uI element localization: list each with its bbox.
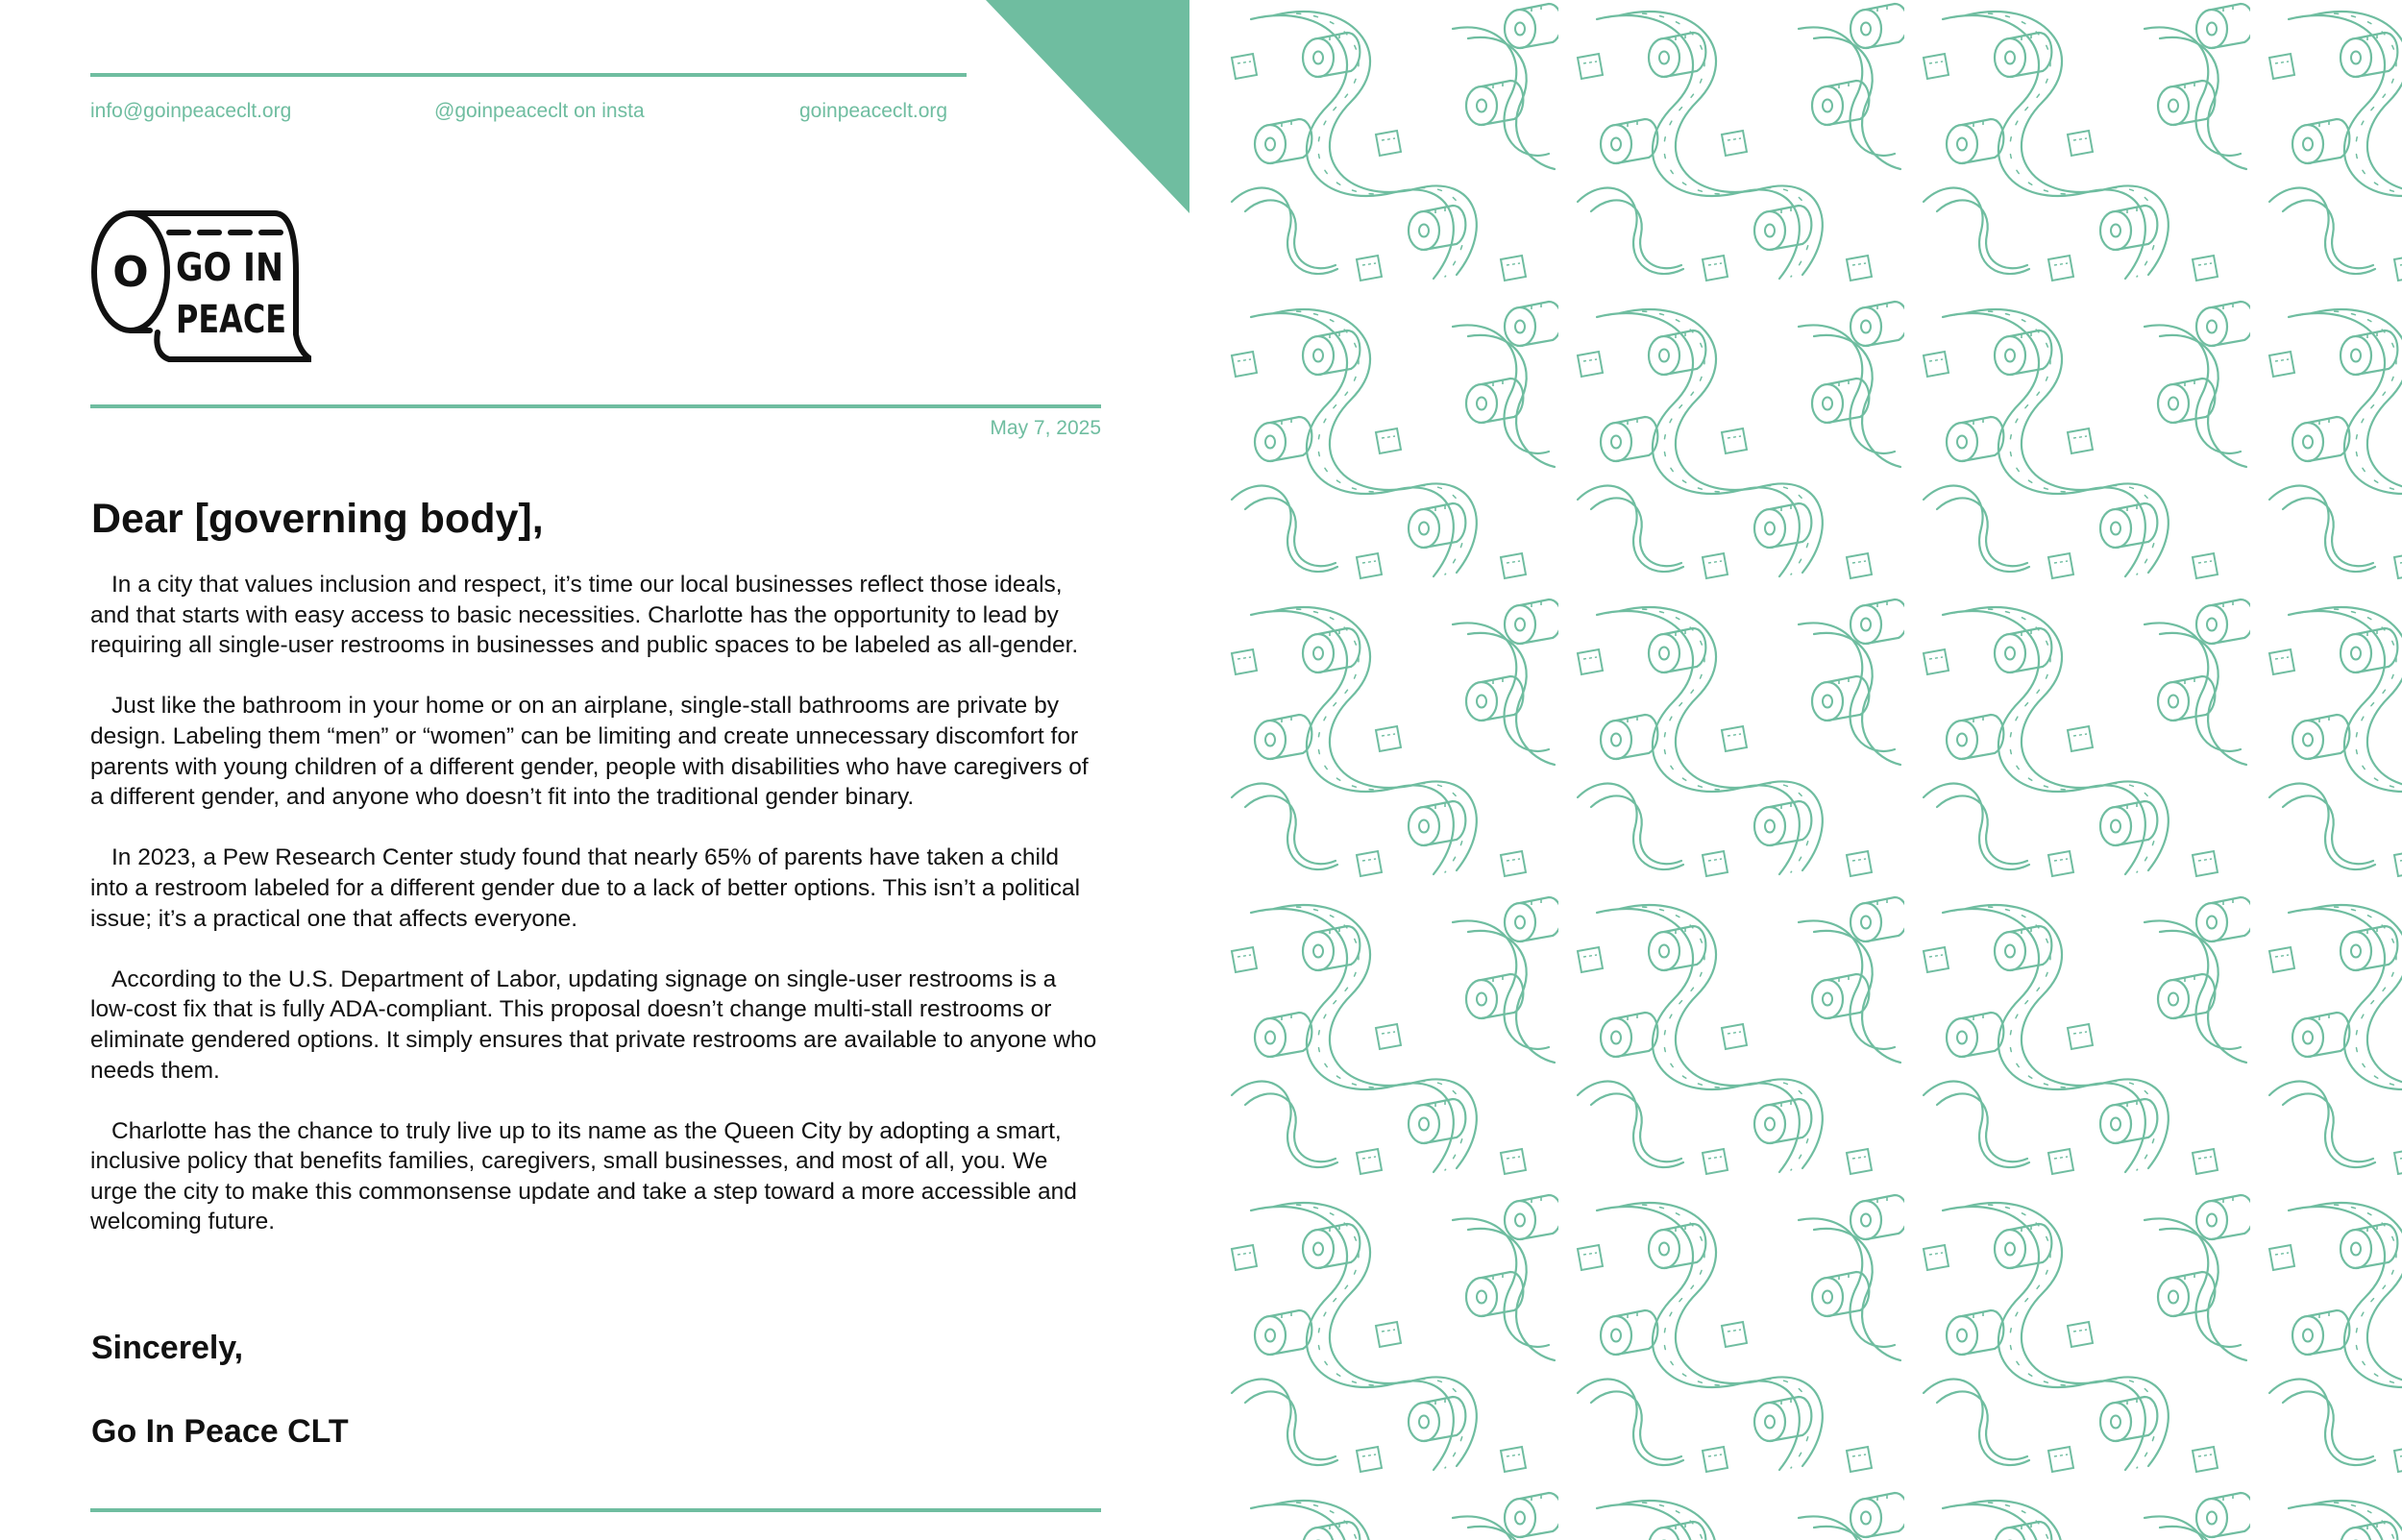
letter-paragraph-3: In 2023, a Pew Research Center study found that nearly 65% of parents have taken a child into a restroom labeled for a different gender due to a lack of better options. This isn’t a political issue; it’s a practical one that affects everyone.	[90, 844, 1081, 932]
header-instagram[interactable]: @goinpeaceclt on insta	[434, 100, 645, 122]
letter-paragraph-4: According to the U.S. Department of Labor, updating signage on single-user restrooms is a low-cost fix that is fully ADA-compliant. This proposal doesn’t change multi-stall restrooms or eliminate gendered options. It simply ensures that private restrooms are available to anyone who needs them.	[90, 966, 1097, 1084]
corner-triangle-icon	[986, 0, 1189, 213]
logo-circle-letter: O	[112, 248, 149, 297]
header-email[interactable]: info@goinpeaceclt.org	[90, 100, 292, 122]
toilet-paper-pattern	[1213, 0, 2402, 1540]
header-website[interactable]: goinpeaceclt.org	[799, 100, 948, 122]
logo-line-2: PEACE	[176, 298, 286, 342]
letter-signature: Go In Peace CLT	[91, 1413, 349, 1450]
letter-closing: Sincerely,	[91, 1330, 244, 1366]
footer-rule	[90, 1508, 1101, 1512]
letter-paragraph-5: Charlotte has the chance to truly live up to its name as the Queen City by adopting a smart, inclusive policy that benefits families, caregivers, small businesses, and most of all, you. We urge the city to make this commonsense update and take a step toward a more accessible and welcoming future.	[90, 1117, 1077, 1235]
letter-paragraph-1: In a city that values inclusion and respect, it’s time our local businesses reflect those ideals, and that starts with easy access to basic necessities. Charlotte has the opportunity to lead by requiring all single-user restrooms in businesses and public spaces to be labeled as all-gender.	[90, 572, 1079, 659]
letter-date: May 7, 2025	[990, 417, 1101, 439]
header-top-rule	[90, 73, 967, 77]
go-in-peace-logo	[90, 209, 311, 363]
letter-greeting: Dear [governing body],	[91, 496, 544, 542]
letter-paragraph-2: Just like the bathroom in your home or on an airplane, single-stall bathrooms are private by design. Labeling them “men” or “women” can be limiting and create unnecessary discomfort for parents with young children of a different gender, people with disabilities who have caregivers of a different gender, and anyone who doesn’t fit into the traditional gender binary.	[90, 693, 1089, 811]
logo-line-1: GO IN	[176, 246, 283, 290]
date-rule	[90, 404, 1101, 408]
letter-body	[90, 570, 1099, 1268]
